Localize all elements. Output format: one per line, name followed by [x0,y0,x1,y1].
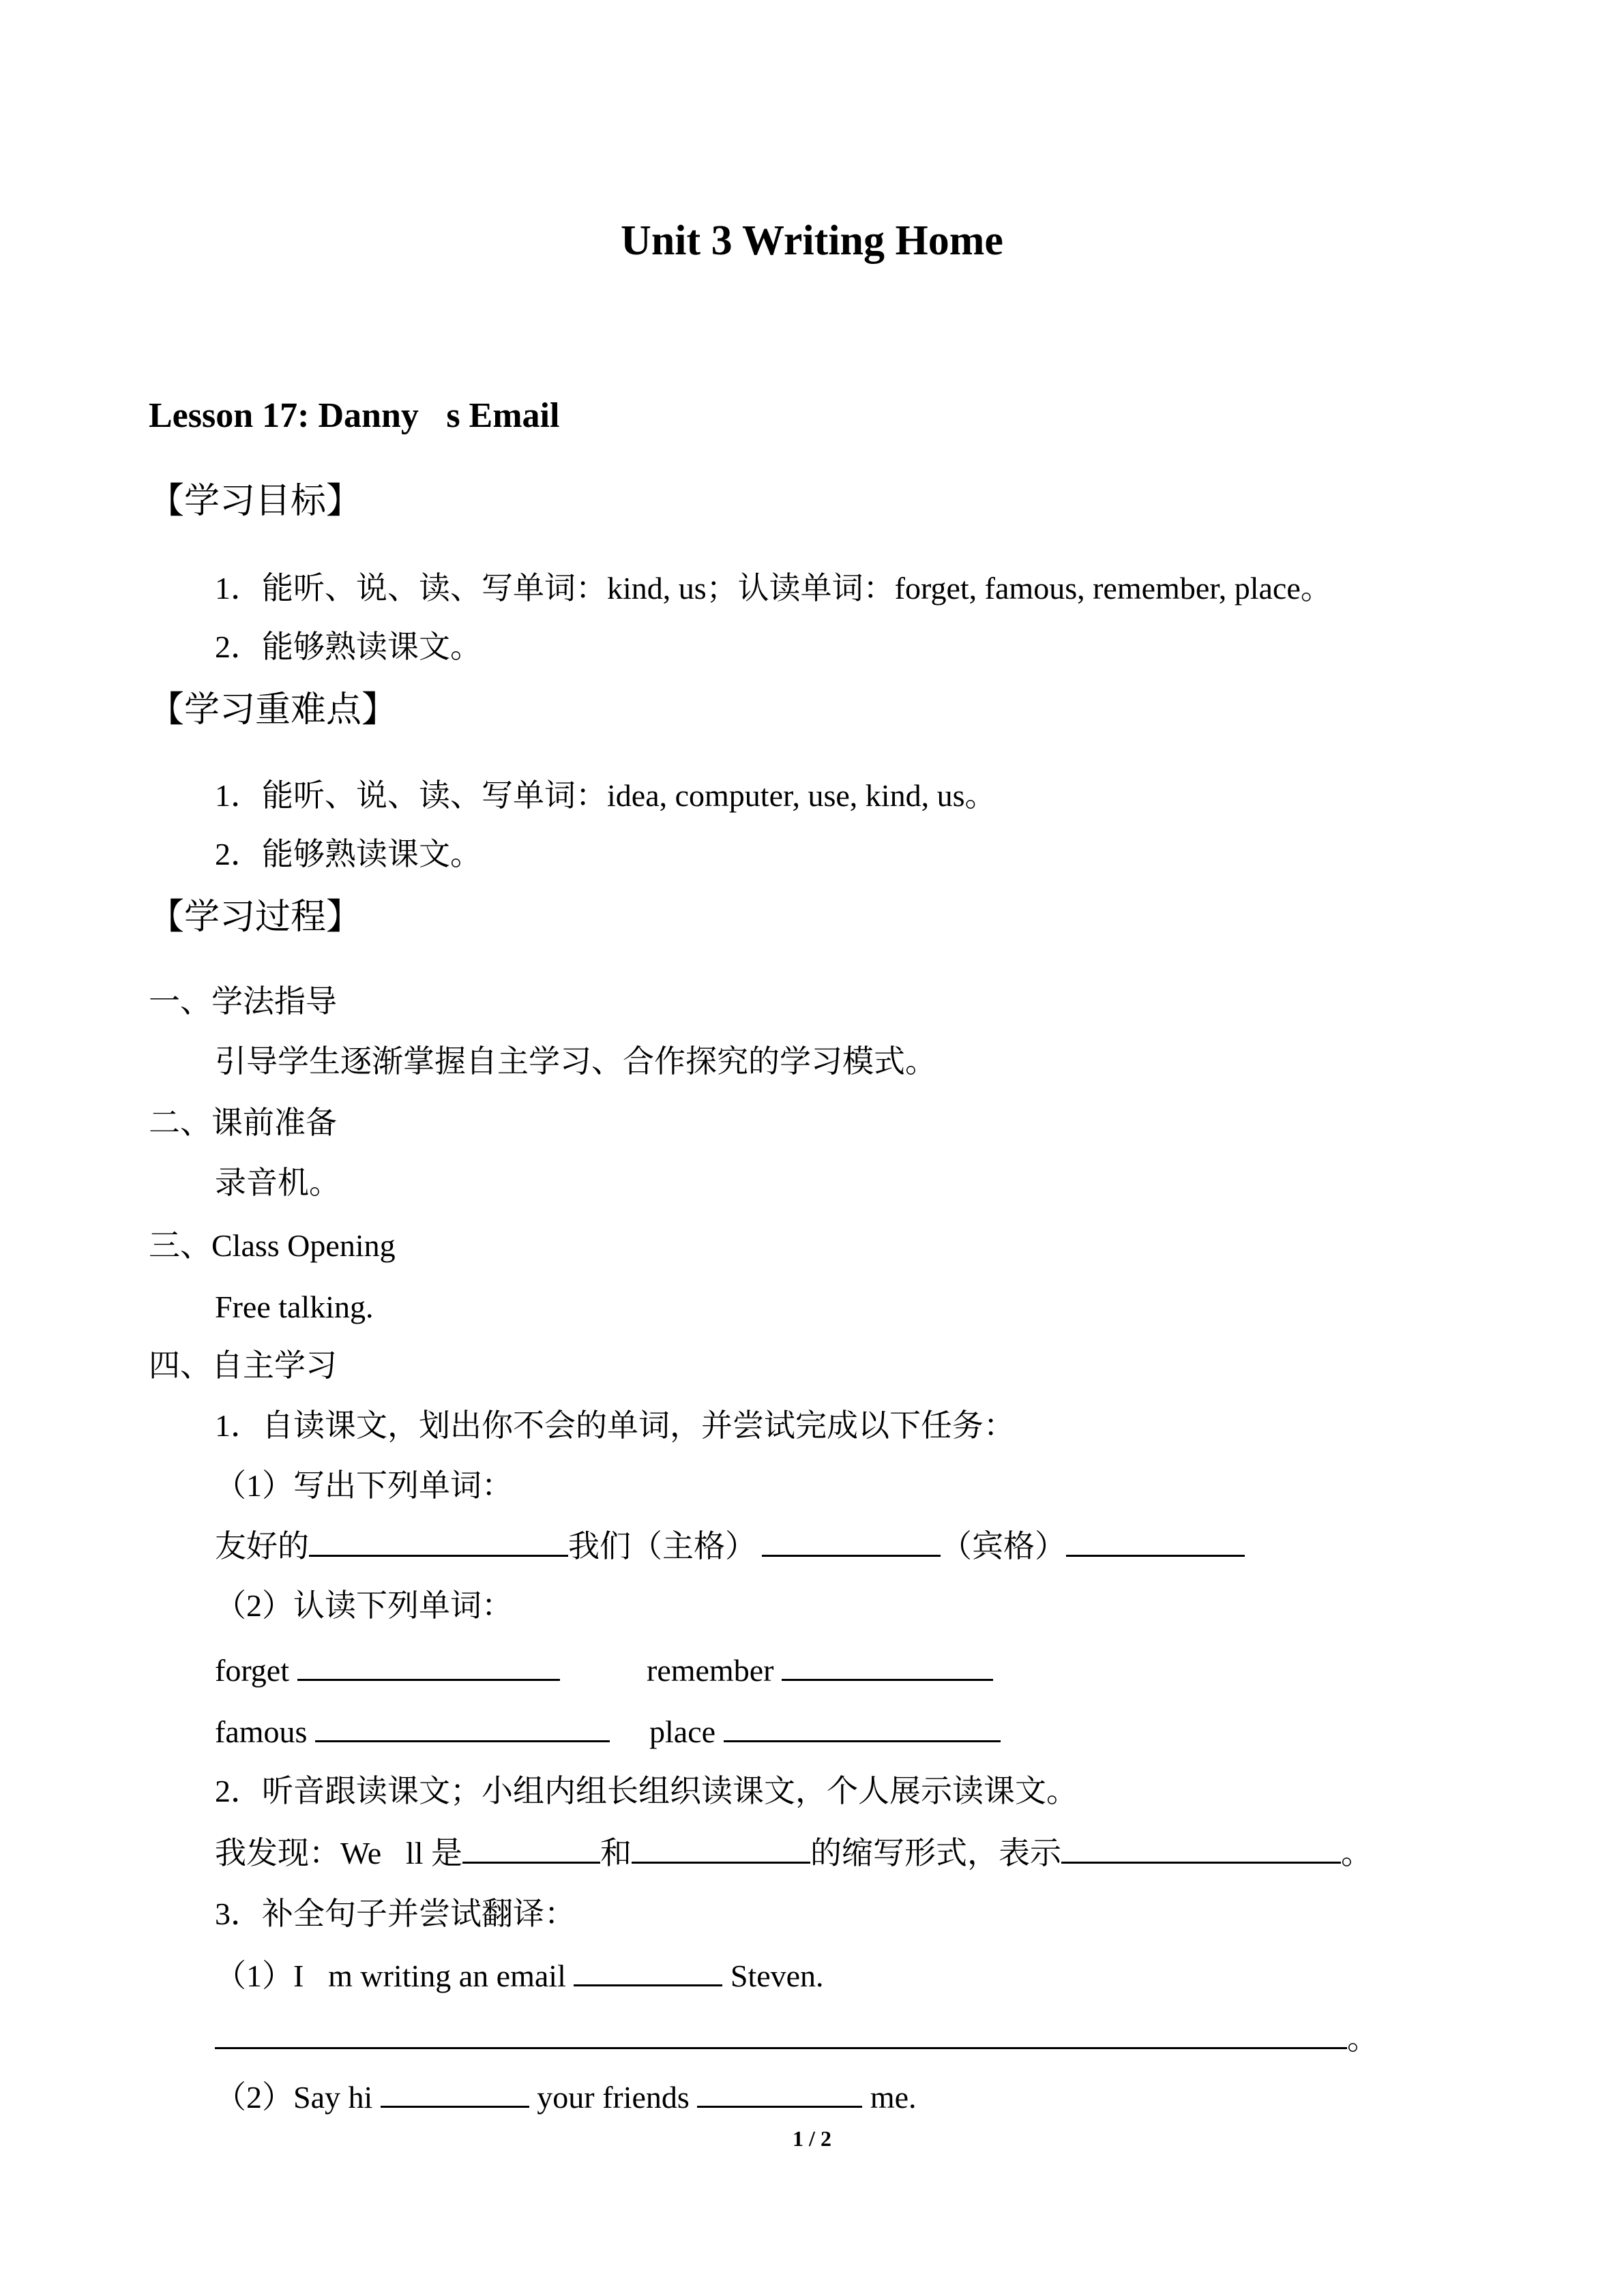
goal-item: 2．能够熟读课文。 [215,629,482,664]
finding-text: 我发现：We ll 是 [215,1836,462,1870]
sentence-text: （2）Say hi [215,2080,373,2115]
word-label: 友好的 [215,1529,309,1564]
translation-end: 。 [1347,2021,1378,2056]
fill-line-sentence-1 [215,1960,824,1992]
section-title: 三、Class Opening [149,1228,396,1263]
finding-text: 。 [1341,1836,1372,1870]
answer-blank[interactable] [782,1654,993,1681]
task-text: 1．自读课文，划出你不会的单词，并尝试完成以下任务： [215,1408,1015,1443]
sentence-text: me. [870,2080,917,2115]
goals-heading: 【学习目标】 [149,482,362,521]
task-text: 2．听音跟读课文；小组内组长组织读课文，个人展示读课文。 [215,1774,1078,1808]
word-label: place [649,1714,716,1749]
section-text: 引导学生逐渐掌握自主学习、合作探究的学习模式。 [215,1044,936,1079]
sentence-text: your friends [537,2080,690,2115]
fill-line-remember [647,1654,993,1686]
key-points-heading: 【学习重难点】 [149,691,398,730]
word-label: （宾格） [941,1529,1066,1564]
subtask-text: （1）写出下列单词： [215,1468,513,1503]
fill-line-sentence-2 [215,2081,917,2113]
subtask-text: （2）认读下列单词： [215,1588,513,1623]
fill-line-forget [215,1654,560,1686]
answer-blank[interactable] [724,1716,1001,1742]
answer-blank[interactable] [1061,1837,1341,1864]
process-heading: 【学习过程】 [149,898,362,937]
word-label: remember [647,1653,774,1688]
translation-blank[interactable] [215,2023,1347,2049]
lesson-heading: Lesson 17: Danny s Email [149,396,560,435]
task-text: 3．补全句子并尝试翻译： [215,1896,576,1931]
section-title: 二、课前准备 [149,1105,337,1140]
sentence-text: （1）I m writing an email [215,1958,566,1993]
translation-line [215,2023,1378,2055]
word-label: 我们（主格） [568,1529,756,1564]
key-point-item: 1．能听、说、读、写单词：idea, computer, use, kind, us。 [215,778,996,813]
answer-blank[interactable] [632,1837,810,1864]
key-point-item: 2．能够熟读课文。 [215,837,482,871]
answer-blank[interactable] [697,2081,862,2108]
answer-blank[interactable] [297,1654,560,1681]
answer-blank[interactable] [462,1837,600,1864]
page-number: 1 / 2 [793,2126,831,2151]
section-title: 四、自主学习 [149,1348,337,1383]
section-title: 一、学法指导 [149,984,337,1019]
answer-blank[interactable] [574,1960,722,1986]
answer-blank[interactable] [381,2081,529,2108]
document-title: Unit 3 Writing Home [621,218,1003,264]
fill-line-finding [215,1837,1372,1869]
goal-item: 1．能听、说、读、写单词：kind, us；认读单词：forget, famous, remember, place。 [215,571,1332,606]
answer-blank[interactable] [762,1530,941,1557]
answer-blank[interactable] [309,1530,568,1557]
section-text: Free talking. [215,1289,374,1324]
answer-blank[interactable] [1066,1530,1245,1557]
finding-text: 的缩写形式，表示 [810,1836,1061,1870]
sentence-text: Steven. [730,1958,824,1993]
answer-blank[interactable] [315,1716,610,1742]
fill-line-famous [215,1716,610,1748]
word-label: forget [215,1653,290,1688]
finding-text: 和 [600,1836,632,1870]
fill-line-words [215,1530,1245,1562]
fill-line-place [649,1716,1001,1748]
section-text: 录音机。 [215,1165,340,1200]
word-label: famous [215,1714,308,1749]
